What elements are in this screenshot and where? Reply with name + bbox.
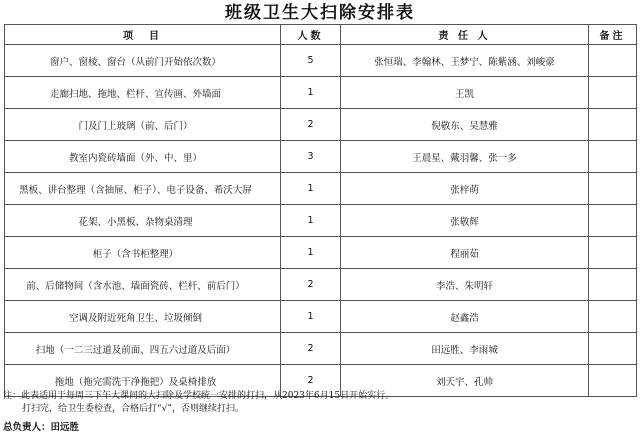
people-cell: 张梓萌 (341, 173, 589, 205)
remark-cell (589, 301, 637, 333)
count-cell: 1 (281, 301, 341, 333)
people-cell: 倪敬东、吴慧雅 (341, 109, 589, 141)
count-cell: 2 (281, 365, 341, 397)
task-cell: 花架、小黑板、杂物桌清理 (5, 205, 281, 237)
person-in-charge: 总负责人：田远胜 (3, 422, 80, 433)
task-cell: 教室内瓷砖墙面（外、中、里） (5, 141, 281, 173)
people-cell: 刘天宇、孔帅 (341, 365, 589, 397)
people-cell: 王晨星、戴羽馨、张一多 (341, 141, 589, 173)
task-cell: 拖地（拖完需洗干净拖把）及桌椅排放 (5, 365, 281, 397)
count-cell: 1 (281, 173, 341, 205)
cleaning-schedule-table (4, 24, 637, 397)
count-cell: 1 (281, 237, 341, 269)
task-cell: 空调及附近死角卫生、垃圾倾倒 (5, 301, 281, 333)
task-cell: 门及门上玻璃（前、后门） (5, 109, 281, 141)
remark-cell (589, 333, 637, 365)
table-row (5, 45, 637, 77)
table-header-row (5, 25, 637, 45)
people-cell: 王凯 (341, 77, 589, 109)
remark-cell (589, 141, 637, 173)
task-cell: 柜子（含书柜整理） (5, 237, 281, 269)
people-cell: 张恒瑞、李翰林、王梦宁、陈紫涵、刘峻豪 (341, 45, 589, 77)
table-row (5, 269, 637, 301)
header-task: 项 目 (5, 25, 281, 45)
header-remark: 备注 (589, 25, 637, 45)
remark-cell (589, 77, 637, 109)
task-cell: 前、后储物间（含水池、墙面瓷砖、栏杆、前后门） (5, 269, 281, 301)
table-row (5, 205, 637, 237)
count-cell: 5 (281, 45, 341, 77)
count-cell: 3 (281, 141, 341, 173)
people-cell: 李浩、朱明轩 (341, 269, 589, 301)
remark-cell (589, 237, 637, 269)
footnote-line-1: 注：此表适用于每周三下午大课间的大扫除及学校统一安排的打扫，从2023年6月15日开始实行。 (3, 391, 395, 401)
page-title: 班级卫生大扫除安排表 (225, 3, 415, 23)
task-cell: 窗户、窗棱、窗台（从前门开始依次数） (5, 45, 281, 77)
task-cell: 扫地（一二三过道及前面、四五六过道及后面） (5, 333, 281, 365)
footnote-line-2: 打扫完，给卫生委检查，合格后打“√”，否则继续打扫。 (22, 404, 244, 414)
count-cell: 2 (281, 109, 341, 141)
table-row (5, 237, 637, 269)
table-row (5, 173, 637, 205)
remark-cell (589, 109, 637, 141)
people-cell: 张敬辉 (341, 205, 589, 237)
remark-cell (589, 205, 637, 237)
header-count: 人数 (281, 25, 341, 45)
table-row (5, 333, 637, 365)
count-cell: 2 (281, 333, 341, 365)
people-cell: 田远胜、李雨城 (341, 333, 589, 365)
count-cell: 1 (281, 77, 341, 109)
table-row (5, 301, 637, 333)
task-cell: 黑板、讲台整理（含抽屉、柜子）、电子设备、希沃大屏 (5, 173, 281, 205)
count-cell: 1 (281, 205, 341, 237)
remark-cell (589, 269, 637, 301)
table-row (5, 77, 637, 109)
table-row (5, 109, 637, 141)
count-cell: 2 (281, 269, 341, 301)
task-cell: 走廊扫地、拖地、栏杆、宣传画、外墙面 (5, 77, 281, 109)
header-people: 责 任 人 (341, 25, 589, 45)
people-cell: 赵鑫浩 (341, 301, 589, 333)
remark-cell (589, 45, 637, 77)
table-row (5, 141, 637, 173)
remark-cell (589, 173, 637, 205)
people-cell: 程丽茹 (341, 237, 589, 269)
